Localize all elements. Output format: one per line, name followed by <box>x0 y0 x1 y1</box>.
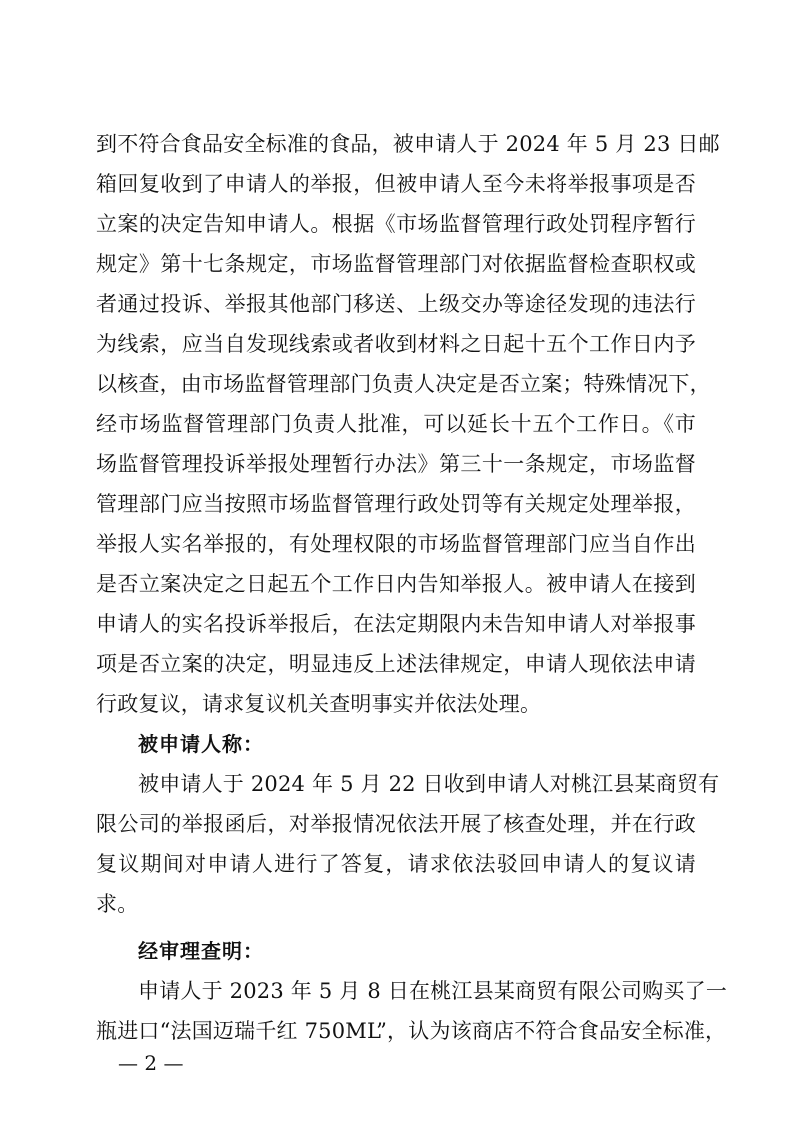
text-line: 被申请人于 2024 年 5 月 22 日收到申请人对桃江县某商贸有 <box>138 772 720 796</box>
section-heading-findings: 经审理查明： <box>138 939 264 963</box>
text-line: 举报人实名举报的，有处理权限的市场监督管理部门应当自作出 <box>96 532 696 556</box>
text-line: 场监督管理投诉举报处理暂行办法》第三十一条规定，市场监督 <box>96 452 696 476</box>
text-line: 瓶进口“法国迈瑞千红 750ML”，认为该商店不符合食品安全标准， <box>96 1019 727 1043</box>
text-line: 管理部门应当按照市场监督管理行政处罚等有关规定处理举报， <box>96 492 696 516</box>
text-line: 复议期间对申请人进行了答复，请求依法驳回申请人的复议请 <box>96 852 696 876</box>
text-line: 是否立案决定之日起五个工作日内告知举报人。被申请人在接到 <box>96 572 696 596</box>
text-line: 箱回复收到了申请人的举报，但被申请人至今未将举报事项是否 <box>96 172 696 196</box>
text-line: 求。 <box>96 892 139 916</box>
text-line: 申请人于 2023 年 5 月 8 日在桃江县某商贸有限公司购买了一 <box>138 979 728 1003</box>
text-line: 申请人的实名投诉举报后，在法定期限内未告知申请人对举报事 <box>96 612 696 636</box>
text-line: 限公司的举报函后，对举报情况依法开展了核查处理，并在行政 <box>96 812 696 836</box>
section-heading-respondent: 被申请人称： <box>138 732 264 756</box>
text-line: 为线索，应当自发现线索或者收到材料之日起十五个工作日内予 <box>96 332 696 356</box>
text-line: 到不符合食品安全标准的食品，被申请人于 2024 年 5 月 23 日邮 <box>96 132 720 156</box>
text-line: 行政复议，请求复议机关查明事实并依法处理。 <box>96 692 542 716</box>
text-line: 立案的决定告知申请人。根据《市场监督管理行政处罚程序暂行 <box>96 212 696 236</box>
page-number: — 2 — <box>118 1051 184 1075</box>
text-line: 者通过投诉、举报其他部门移送、上级交办等途径发现的违法行 <box>96 292 696 316</box>
text-line: 以核查，由市场监督管理部门负责人决定是否立案；特殊情况下， <box>96 372 711 396</box>
text-line: 项是否立案的决定，明显违反上述法律规定，申请人现依法申请 <box>96 652 696 676</box>
text-line: 规定》第十七条规定，市场监督管理部门对依据监督检查职权或 <box>96 252 696 276</box>
text-line: 经市场监督管理部门负责人批准，可以延长十五个工作日。《市 <box>96 412 696 436</box>
